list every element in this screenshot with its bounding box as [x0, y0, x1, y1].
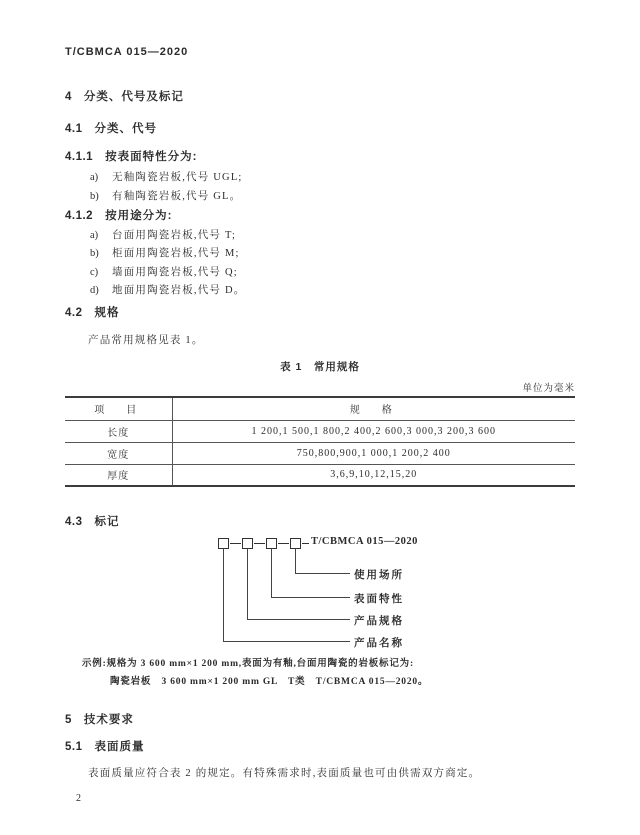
- section-title: 按表面特性分为:: [105, 151, 198, 163]
- diagram-label-usage: 使用场所: [354, 570, 404, 581]
- column-header-spec: 规 格: [172, 397, 575, 420]
- unit-note: 单位为毫米: [522, 384, 575, 394]
- marking-designation-diagram: [0, 532, 640, 654]
- diagram-label-name: 产品名称: [354, 638, 404, 649]
- row-spec: 1 200,1 500,1 800,2 400,2 600,3 000,3 200,3 600: [172, 420, 575, 442]
- list-marker: a): [90, 172, 99, 183]
- example-line-2: 陶瓷岩板 3 600 mm×1 200 mm GL T类 T/CBMCA 015—2020。: [110, 677, 429, 687]
- section-number: 4: [65, 91, 72, 103]
- section-number: 5.1: [65, 741, 83, 753]
- list-text: 无釉陶瓷岩板,代号 UGL;: [112, 172, 243, 183]
- table-row: [65, 442, 575, 464]
- table-row: [65, 420, 575, 442]
- section-5-heading: [65, 711, 134, 727]
- list-item: [90, 245, 240, 260]
- section-title: 分类、代号: [94, 123, 157, 135]
- column-header-item: 项 目: [65, 397, 172, 420]
- section-5-1-heading: [65, 738, 145, 754]
- list-item: [90, 188, 241, 203]
- section-title: 规格: [94, 307, 120, 319]
- list-marker: b): [90, 248, 99, 259]
- list-text: 柜面用陶瓷岩板,代号 M;: [112, 248, 240, 259]
- diagram-label-spec: 产品规格: [354, 616, 404, 627]
- doc-code-header: T/CBMCA 015—2020: [65, 46, 189, 58]
- dash-line: [278, 543, 289, 545]
- list-marker: b): [90, 191, 99, 202]
- list-marker: d): [90, 285, 99, 296]
- list-text: 台面用陶瓷岩板,代号 T;: [112, 230, 237, 241]
- list-item: [90, 264, 238, 279]
- list-text: 有釉陶瓷岩板,代号 GL。: [112, 191, 242, 202]
- table-header-row: [65, 397, 575, 420]
- section-number: 4.1.2: [65, 210, 94, 222]
- common-specs-table: [65, 396, 575, 487]
- row-item: 厚度: [65, 464, 172, 486]
- marking-box-1: [218, 538, 229, 549]
- section-title: 标记: [94, 516, 120, 528]
- section-number: 4.3: [65, 516, 83, 528]
- paragraph: 表面质量应符合表 2 的规定。有特殊需求时,表面质量也可由供需双方商定。: [88, 768, 481, 779]
- section-number: 4.1: [65, 123, 83, 135]
- section-title: 分类、代号及标记: [83, 91, 184, 103]
- section-4-2-heading: [65, 304, 120, 320]
- section-4-heading: [65, 88, 184, 104]
- list-text: 地面用陶瓷岩板,代号 D。: [112, 285, 246, 296]
- row-item: 长度: [65, 420, 172, 442]
- section-number: 5: [65, 714, 72, 726]
- row-spec: 3,6,9,10,12,15,20: [172, 464, 575, 486]
- list-marker: a): [90, 230, 99, 241]
- section-4-3-heading: [65, 513, 120, 529]
- diagram-label-surface: 表面特性: [354, 594, 404, 605]
- paragraph: 产品常用规格见表 1。: [88, 335, 204, 346]
- page-number: 2: [76, 793, 81, 804]
- dash-line: [254, 543, 265, 545]
- row-item: 宽度: [65, 442, 172, 464]
- marking-box-4: [290, 538, 301, 549]
- connector-line: [223, 549, 350, 642]
- dash-line: [230, 543, 241, 545]
- example-line-1: 示例:规格为 3 600 mm×1 200 mm,表面为有釉,台面用陶瓷的岩板标记为:: [82, 659, 414, 669]
- section-number: 4.2: [65, 307, 83, 319]
- dash-line: [302, 543, 309, 545]
- marking-box-3: [266, 538, 277, 549]
- list-text: 墙面用陶瓷岩板,代号 Q;: [112, 267, 238, 278]
- list-item: [90, 227, 236, 242]
- section-4-1-2-heading: [65, 207, 172, 223]
- section-4-1-1-heading: [65, 148, 197, 164]
- list-marker: c): [90, 267, 99, 278]
- section-title: 表面质量: [94, 741, 145, 753]
- section-title: 按用途分为:: [105, 210, 173, 222]
- section-number: 4.1.1: [65, 151, 94, 163]
- marking-box-2: [242, 538, 253, 549]
- list-item: [90, 282, 245, 297]
- diagram-standard-code: T/CBMCA 015—2020: [311, 536, 418, 547]
- row-spec: 750,800,900,1 000,1 200,2 400: [172, 442, 575, 464]
- table-caption: 表 1 常用规格: [280, 361, 360, 373]
- section-title: 技术要求: [83, 714, 134, 726]
- section-4-1-heading: [65, 120, 157, 136]
- table-row: [65, 464, 575, 486]
- list-item: [90, 169, 243, 184]
